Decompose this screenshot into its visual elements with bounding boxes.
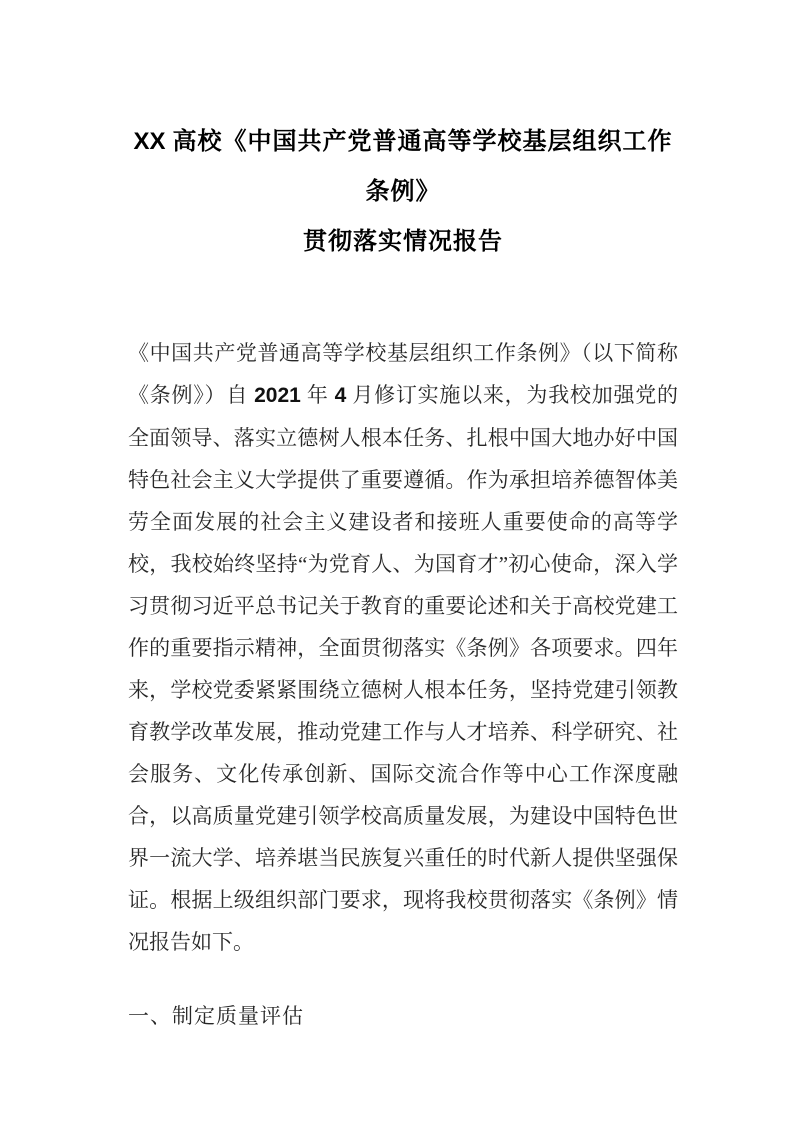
document-title-line2: 贯彻落实情况报告 [303,229,503,255]
paragraph-latin-number: 2021 [254,384,301,407]
document-title-line1 [128,117,678,217]
paragraph-text-run: 《中国共产党普通高等学校基层组织工作条例》（以下简称《条例》）自 [128,341,678,407]
body-paragraph [128,332,678,963]
title-latin-prefix: XX [133,128,166,155]
paragraph-latin-number: 4 [334,384,347,407]
document-title [128,117,678,267]
section-heading: 一、制定质量评估 [128,1004,304,1028]
paragraph-text-run: 月修订实施以来，为我校加强党的全面领导、落实立德树人根本任务、扎根中国大地办好中国特色社会主义大学提供了重要遵循。作为承担培养德智体美劳全面发展的社会主义建设者和接班人重要使命的高等学校，我校始终坚持“为党育人、为国育才”初心使命，深入学习贯彻习近平总书记关于教育的重要论述和关于高校党建工作的重要指示精神，全面贯彻落实《条例》各项要求。四年来，学校党委紧紧围绕立德树人根本任务，坚持党建引领教育教学改革发展，推动党建工作与人才培养、科学研究、社会服务、文化传承创新、国际交流合作等中心工作深度融合，以高质量党建引领学校高质量发展，为建设中国特色世界一流大学、培养堪当民族复兴重任的时代新人提供坚强保证。根据上级组织部门要求，现将我校贯彻落实《条例》情况报告如下。 [128,383,679,954]
paragraph-text-run: 年 [300,383,335,407]
title-main-text: 高校《中国共产党普通高等学校基层组织工作条例》 [165,129,673,205]
